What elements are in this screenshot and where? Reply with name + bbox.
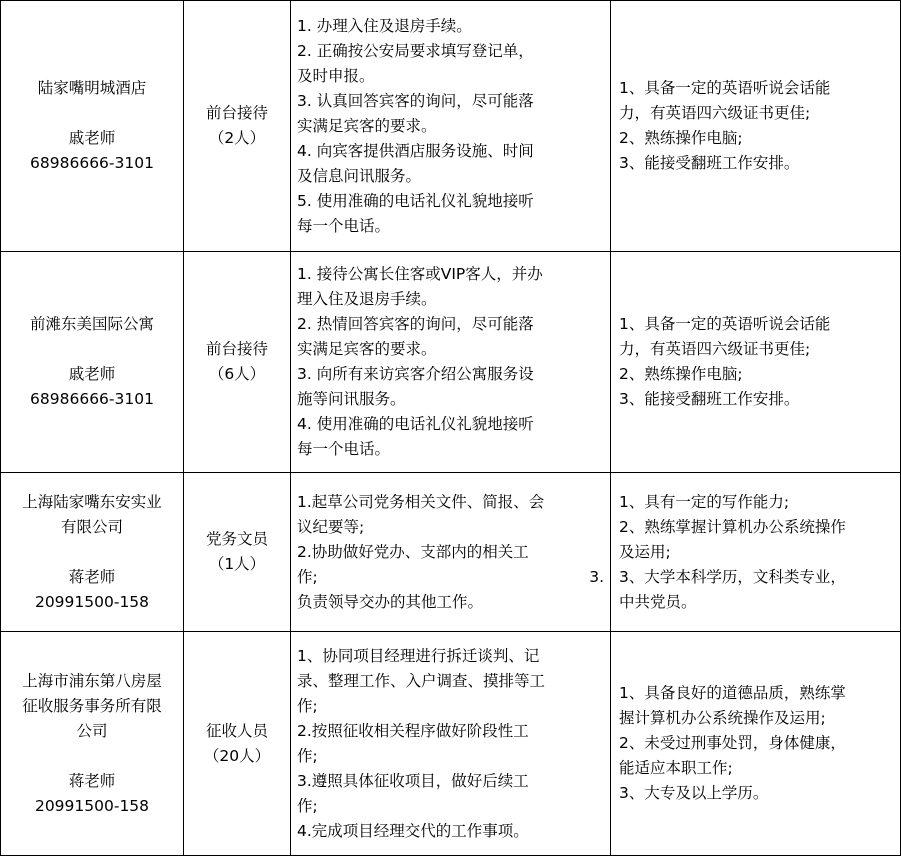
company-cell [1, 632, 184, 856]
duty-line: 实满足宾客的要求。 [297, 340, 437, 358]
position-cell [184, 632, 291, 856]
duty-line: 3. 向所有来访宾客介绍公寓服务设 [297, 365, 534, 383]
requirement-line: 能适应本职工作; [619, 759, 733, 777]
table-row [1, 252, 901, 473]
requirement-line: 中共党员。 [619, 592, 697, 611]
duty-line: 议纪要等; [297, 517, 365, 536]
requirement-line: 1、具备一定的英语听说会话能 [619, 79, 831, 97]
duty-line: 2. 热情回答宾客的询问，尽可能落 [297, 315, 534, 333]
duty-line: 理入住及退房手续。 [297, 290, 437, 308]
duty-line: 作; [297, 696, 318, 715]
duty-line: 2.按照征收相关程序做好阶段性工 [297, 721, 529, 740]
duty-line: 2. 正确按公安局要求填写登记单， [297, 41, 534, 60]
contact-phone: 68986666-3101 [30, 390, 154, 408]
company-name: 前滩东美国际公寓 [29, 315, 154, 333]
duty-line: 负责领导交办的其他工作。 [297, 592, 484, 611]
duty-line: 作; [297, 567, 318, 586]
duties-cell [291, 252, 611, 473]
position-cell [184, 1, 291, 252]
company-name: 陆家嘴明城酒店 [37, 79, 147, 97]
duty-line: 4. 向宾客提供酒店服务设施、时间 [297, 141, 534, 160]
requirement-line: 握计算机办公系统操作及运用; [619, 709, 826, 727]
duty-line-justified [297, 565, 604, 590]
company-name: 上海市浦东第八房屋 [22, 671, 162, 690]
duty-line: 录、整理工作、入户调查、摸排等工 [297, 671, 546, 690]
position-title: 征收人员 [205, 721, 268, 740]
duty-line: 3.遵照具体征收项目，做好后续工 [297, 771, 529, 790]
duty-line: 及信息问讯服务。 [297, 166, 422, 185]
duty-line: 2.协助做好党办、支部内的相关工 [297, 542, 529, 561]
contact-name: 戚老师 [68, 129, 116, 147]
requirement-line: 3、能接受翻班工作安排。 [619, 154, 800, 172]
duty-number: 3. [589, 567, 604, 586]
company-cell [1, 473, 184, 632]
duty-line: 1.起草公司党务相关文件、简报、会 [297, 492, 545, 511]
contact-name: 蒋老师 [68, 771, 116, 790]
requirement-line: 及运用; [619, 542, 671, 561]
contact-name: 蒋老师 [68, 567, 116, 586]
duty-line: 1. 接待公寓长住客或VIP客人，并办 [297, 265, 543, 283]
contact-phone: 68986666-3101 [30, 154, 154, 172]
company-cell [1, 1, 184, 252]
duty-line: 1. 办理入住及退房手续。 [297, 16, 472, 35]
position-count: （20人） [203, 746, 271, 765]
duty-line: 每一个电话。 [297, 440, 391, 458]
duties-cell [291, 1, 611, 252]
requirement-line: 力，有英语四六级证书更佳; [619, 340, 811, 358]
requirement-line: 2、熟练操作电脑; [619, 129, 743, 147]
company-name-cont: 有限公司 [60, 517, 123, 536]
requirement-line: 2、未受过刑事处罚，身体健康， [619, 734, 846, 752]
duty-line: 3. 认真回答宾客的询问，尽可能落 [297, 91, 534, 110]
duty-line: 及时申报。 [297, 66, 375, 85]
contact-phone: 20991500-158 [34, 796, 150, 815]
position-count: （6人） [208, 365, 266, 383]
requirement-line: 2、熟练操作电脑; [619, 365, 743, 383]
position-cell [184, 473, 291, 632]
table-row [1, 473, 901, 632]
duty-line: 每一个电话。 [297, 216, 391, 235]
requirement-line: 3、能接受翻班工作安排。 [619, 390, 800, 408]
company-name-cont: 征收服务事务所有限 [22, 696, 162, 715]
duty-line: 5. 使用准确的电话礼仪礼貌地接听 [297, 191, 534, 210]
table-row [1, 632, 901, 856]
position-title: 前台接待 [205, 104, 268, 122]
duty-line: 4. 使用准确的电话礼仪礼貌地接听 [297, 415, 534, 433]
requirement-line: 力，有英语四六级证书更佳; [619, 104, 811, 122]
requirement-line: 3、大学本科学历，文科类专业， [619, 567, 846, 586]
requirements-cell [611, 473, 901, 632]
company-name-cont: 公司 [76, 721, 108, 740]
position-count: （1人） [208, 555, 266, 573]
position-title: 党务文员 [205, 530, 268, 548]
duty-line: 作; [297, 796, 318, 815]
requirement-line: 1、具备良好的道德品质，熟练掌 [619, 684, 846, 702]
duties-cell [291, 473, 611, 632]
duty-line: 4.完成项目经理交代的工作事项。 [297, 821, 529, 840]
company-cell [1, 252, 184, 473]
contact-name: 戚老师 [68, 365, 116, 383]
requirement-line: 3、大专及以上学历。 [619, 784, 769, 802]
table-row [1, 1, 901, 252]
requirements-cell [611, 632, 901, 856]
position-count: （2人） [208, 129, 266, 147]
duties-cell [291, 632, 611, 856]
requirement-line: 1、具备一定的英语听说会话能 [619, 315, 831, 333]
duty-line: 1、协同项目经理进行拆迁谈判、记 [297, 646, 540, 665]
contact-phone: 20991500-158 [34, 592, 150, 611]
requirements-cell [611, 252, 901, 473]
company-name: 上海陆家嘴东安实业 [22, 492, 162, 511]
requirements-cell [611, 1, 901, 252]
duty-line: 作; [297, 746, 318, 765]
requirement-line: 1、具有一定的写作能力; [619, 492, 790, 511]
position-title: 前台接待 [205, 340, 268, 358]
requirement-line: 2、熟练掌握计算机办公系统操作 [619, 517, 846, 536]
position-cell [184, 252, 291, 473]
duty-line: 实满足宾客的要求。 [297, 116, 437, 135]
duty-line: 施等问讯服务。 [297, 390, 406, 408]
